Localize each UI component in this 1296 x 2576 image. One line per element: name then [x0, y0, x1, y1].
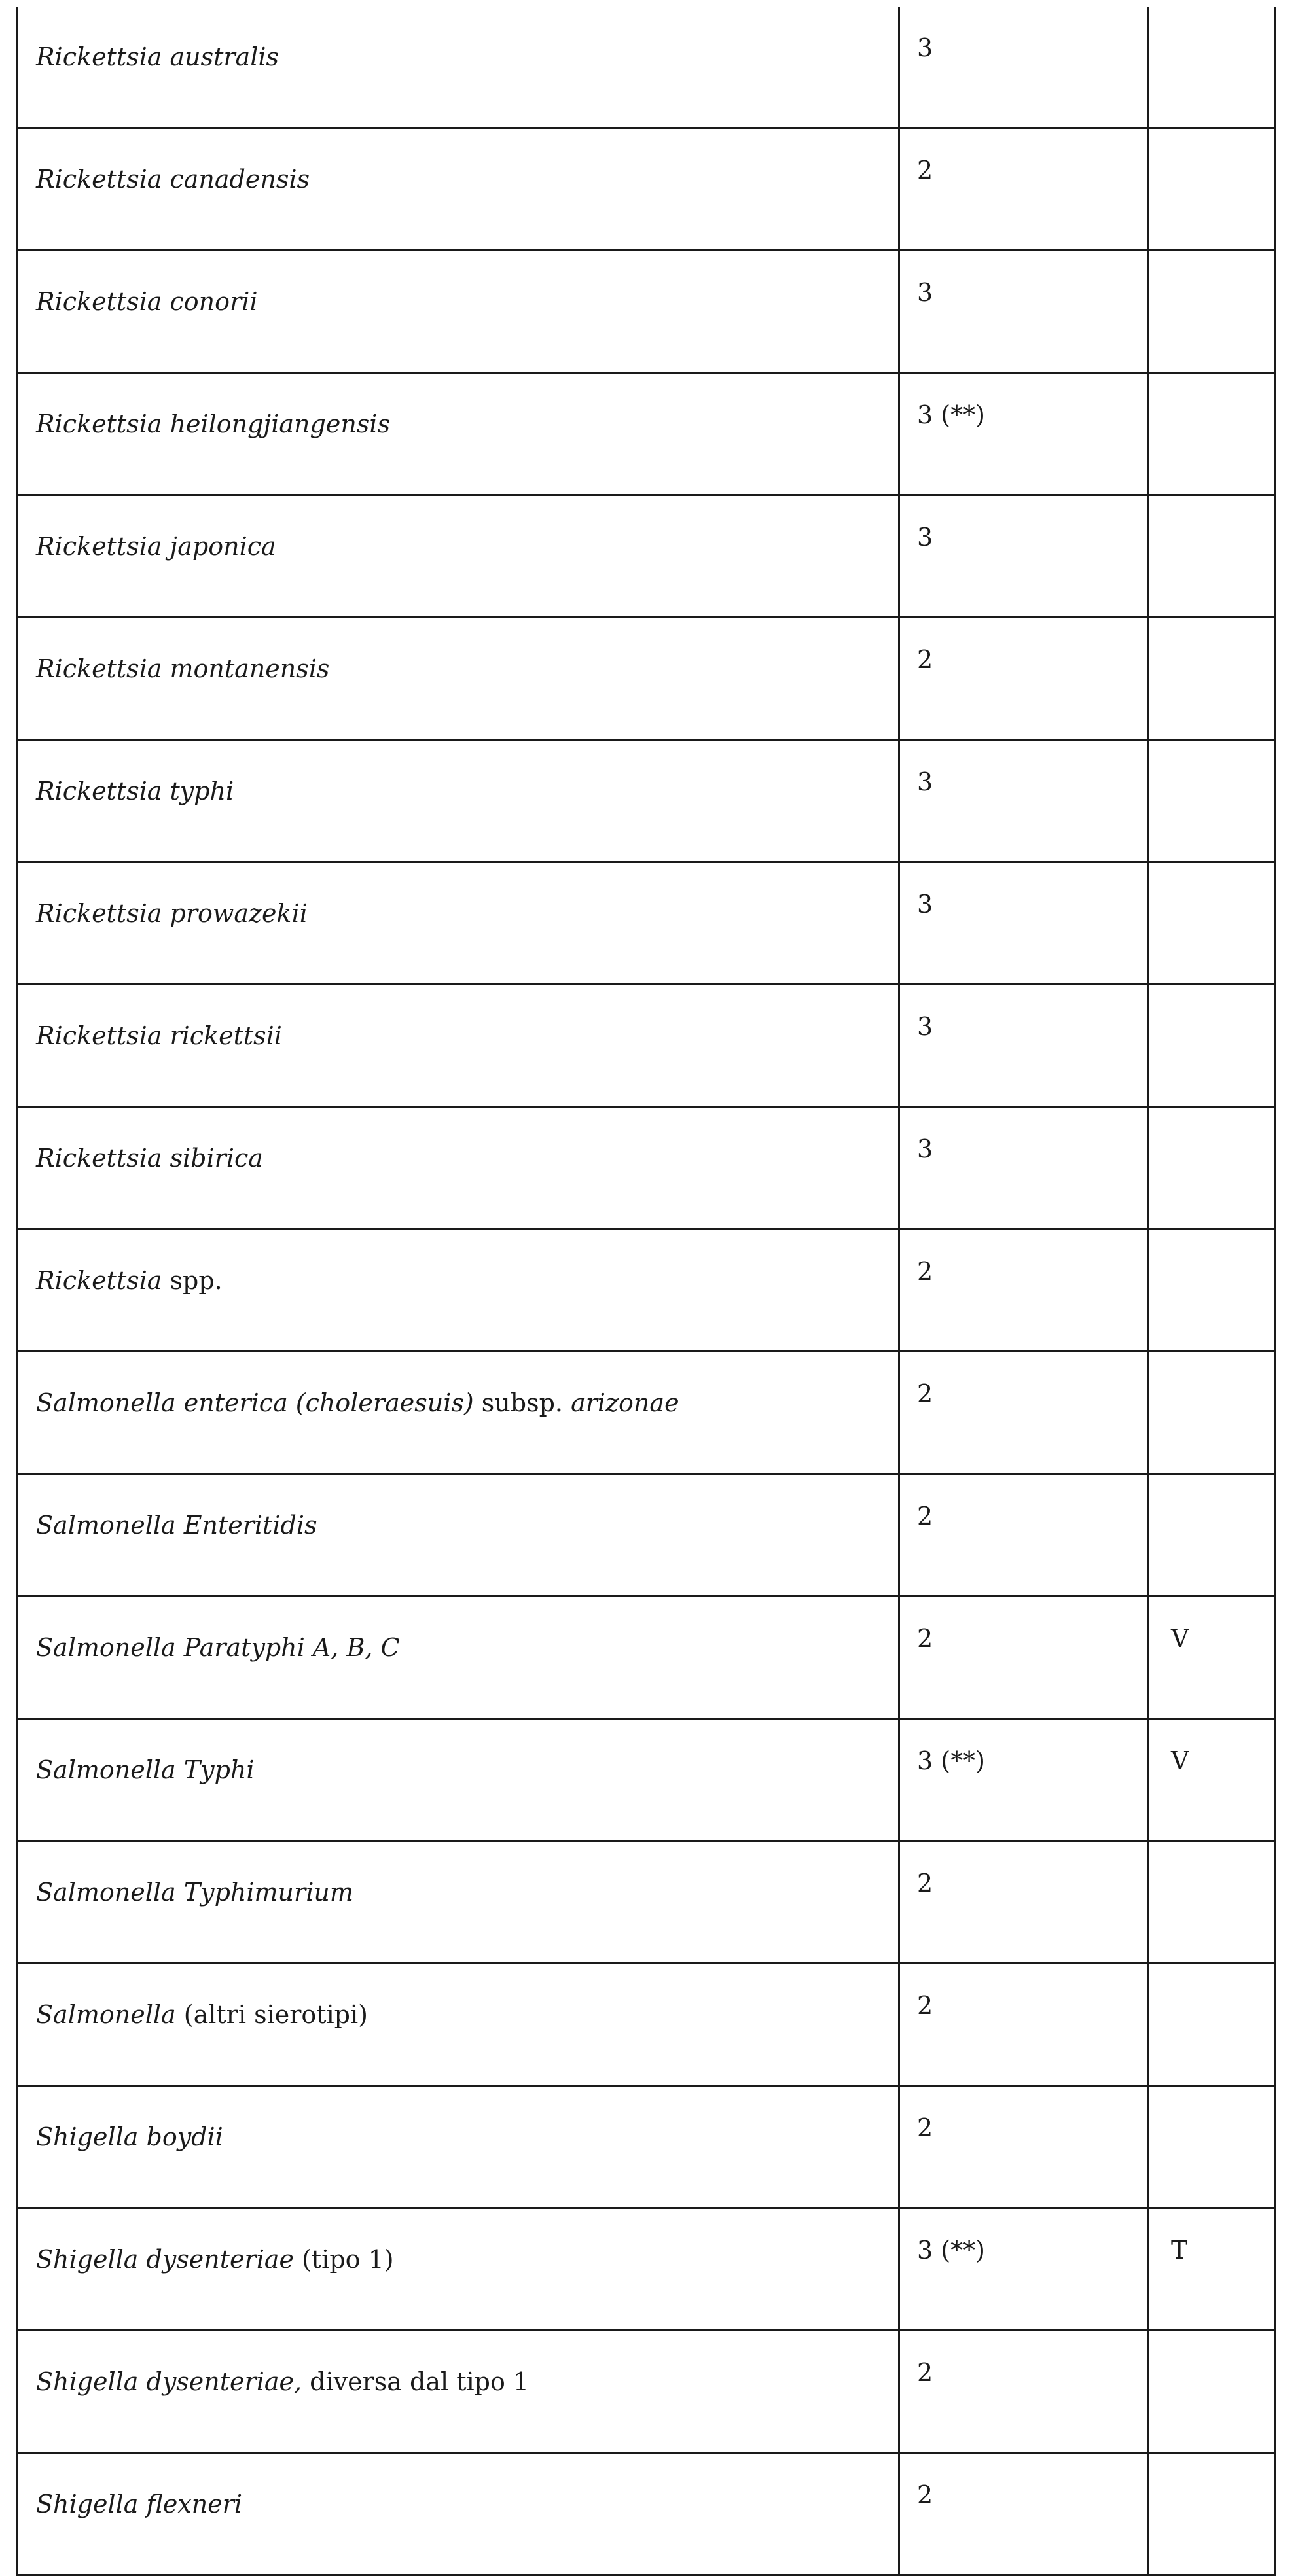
risk-group-value: 3	[917, 278, 933, 307]
note-cell	[1148, 985, 1275, 1107]
agent-name-cell	[17, 618, 899, 740]
agent-name-cell	[17, 495, 899, 618]
note-cell	[1148, 1474, 1275, 1597]
note-cell	[1148, 2208, 1275, 2331]
agent-name-part: diversa dal tipo 1	[302, 2367, 530, 2396]
risk-group-cell	[899, 985, 1148, 1107]
table-row	[17, 2086, 1275, 2208]
note-cell	[1148, 2331, 1275, 2453]
risk-group-cell	[899, 373, 1148, 495]
risk-group-cell	[899, 1719, 1148, 1841]
note-cell	[1148, 1107, 1275, 1229]
agent-name-cell	[17, 1964, 899, 2086]
note-cell	[1148, 1964, 1275, 2086]
agent-name-part: Shigella dysenteriae,	[36, 2367, 302, 2396]
agent-name-cell	[17, 2331, 899, 2453]
agent-name-cell	[17, 251, 899, 373]
agent-name-part: Salmonella Paratyphi A, B, C	[36, 1633, 400, 1662]
table-row	[17, 2208, 1275, 2331]
agent-name-cell	[17, 862, 899, 985]
risk-group-cell	[899, 128, 1148, 251]
note-value: V	[1171, 1746, 1189, 1775]
agent-name-part: Rickettsia conorii	[36, 287, 258, 316]
table-row	[17, 1964, 1275, 2086]
risk-group-cell	[899, 1352, 1148, 1474]
agent-name-cell	[17, 7, 899, 128]
agent-name-part: Shigella dysenteriae	[36, 2245, 294, 2274]
table-row	[17, 740, 1275, 862]
table-row	[17, 1841, 1275, 1964]
agent-name-cell	[17, 128, 899, 251]
table-row	[17, 618, 1275, 740]
agent-name-cell	[17, 1841, 899, 1964]
risk-group-value: 2	[917, 1502, 933, 1530]
risk-group-value: 3	[917, 890, 933, 919]
risk-group-cell	[899, 1964, 1148, 2086]
agent-name-part: Salmonella	[36, 2000, 176, 2029]
note-cell	[1148, 7, 1275, 128]
agent-name-cell	[17, 1229, 899, 1352]
agent-name-part: Rickettsia japonica	[36, 532, 276, 561]
table-row	[17, 2331, 1275, 2453]
risk-group-cell	[899, 495, 1148, 618]
agent-name-cell	[17, 1597, 899, 1719]
agent-name-part: Rickettsia australis	[36, 43, 279, 71]
table-row	[17, 373, 1275, 495]
risk-group-value: 2	[917, 2480, 933, 2509]
table-row	[17, 495, 1275, 618]
table-row	[17, 1107, 1275, 1229]
risk-group-value: 2	[917, 1624, 933, 1653]
table-row	[17, 1474, 1275, 1597]
agent-name-part: Salmonella Enteritidis	[36, 1511, 317, 1540]
note-cell	[1148, 373, 1275, 495]
risk-group-value: 2	[917, 645, 933, 674]
table-row	[17, 1597, 1275, 1719]
table-row	[17, 1352, 1275, 1474]
note-cell	[1148, 1352, 1275, 1474]
agent-name-part: Shigella boydii	[36, 2123, 223, 2151]
agent-name-cell	[17, 1107, 899, 1229]
agent-name-part: subsp.	[473, 1388, 571, 1417]
risk-group-cell	[899, 618, 1148, 740]
agent-name-cell	[17, 2086, 899, 2208]
risk-group-value: 2	[917, 2358, 933, 2387]
risk-group-value: 3	[917, 1135, 933, 1163]
risk-group-cell	[899, 1597, 1148, 1719]
risk-group-value: 3	[917, 1012, 933, 1041]
agent-name-part: Rickettsia canadensis	[36, 165, 310, 194]
agent-name-part: Salmonella Typhi	[36, 1756, 255, 1784]
agent-name-cell	[17, 373, 899, 495]
agent-name-part: Rickettsia rickettsii	[36, 1021, 282, 1050]
risk-group-cell	[899, 1841, 1148, 1964]
note-value: T	[1171, 2236, 1188, 2265]
risk-group-value: 3	[917, 523, 933, 552]
agent-name-part: Salmonella enterica (choleraesuis)	[36, 1388, 474, 1417]
note-cell	[1148, 1229, 1275, 1352]
agent-name-part: arizonae	[571, 1388, 679, 1417]
agent-name-part: Rickettsia prowazekii	[36, 899, 308, 928]
risk-group-value: 3 (**)	[917, 1746, 985, 1775]
note-cell	[1148, 495, 1275, 618]
agent-name-part: (tipo 1)	[294, 2245, 394, 2274]
risk-group-value: 3 (**)	[917, 2236, 985, 2265]
risk-group-value: 2	[917, 1257, 933, 1286]
risk-group-cell	[899, 251, 1148, 373]
note-cell	[1148, 2453, 1275, 2575]
risk-group-value: 3	[917, 768, 933, 796]
table-body	[17, 7, 1275, 2575]
agent-name-part: spp.	[162, 1266, 223, 1295]
note-cell	[1148, 618, 1275, 740]
risk-group-cell	[899, 2086, 1148, 2208]
table-row	[17, 862, 1275, 985]
agent-name-cell	[17, 2453, 899, 2575]
agent-name-part: Shigella flexneri	[36, 2490, 243, 2518]
agent-name-part: Salmonella Typhimurium	[36, 1878, 353, 1907]
agent-name-cell	[17, 740, 899, 862]
table-row	[17, 985, 1275, 1107]
agent-name-part: Rickettsia	[36, 1266, 162, 1295]
risk-group-value: 2	[917, 2113, 933, 2142]
agent-name-cell	[17, 2208, 899, 2331]
table-row	[17, 7, 1275, 128]
risk-group-cell	[899, 7, 1148, 128]
risk-group-cell	[899, 2208, 1148, 2331]
risk-group-value: 2	[917, 1991, 933, 2020]
risk-group-cell	[899, 1229, 1148, 1352]
note-cell	[1148, 1841, 1275, 1964]
risk-group-cell	[899, 740, 1148, 862]
note-cell	[1148, 862, 1275, 985]
note-cell	[1148, 251, 1275, 373]
note-value: V	[1171, 1624, 1189, 1653]
note-cell	[1148, 1719, 1275, 1841]
agent-name-part: (altri sierotipi)	[175, 2000, 368, 2029]
agent-name-cell	[17, 1352, 899, 1474]
risk-group-value: 3 (**)	[917, 400, 985, 429]
biological-agents-table	[16, 7, 1276, 2576]
agent-name-part: Rickettsia montanensis	[36, 654, 330, 683]
risk-group-cell	[899, 1474, 1148, 1597]
risk-group-value: 2	[917, 156, 933, 185]
table-row	[17, 1229, 1275, 1352]
table-row	[17, 2453, 1275, 2575]
agent-name-part: Rickettsia typhi	[36, 777, 234, 805]
note-cell	[1148, 1597, 1275, 1719]
agent-name-cell	[17, 1474, 899, 1597]
risk-group-cell	[899, 2453, 1148, 2575]
risk-group-cell	[899, 2331, 1148, 2453]
note-cell	[1148, 740, 1275, 862]
note-cell	[1148, 128, 1275, 251]
agent-name-part: Rickettsia sibirica	[36, 1144, 263, 1173]
agent-name-part: Rickettsia heilongjiangensis	[36, 410, 390, 438]
table-row	[17, 251, 1275, 373]
risk-group-value: 3	[917, 33, 933, 62]
agent-name-cell	[17, 1719, 899, 1841]
agent-name-cell	[17, 985, 899, 1107]
risk-group-cell	[899, 862, 1148, 985]
risk-group-value: 2	[917, 1379, 933, 1408]
risk-group-cell	[899, 1107, 1148, 1229]
table-row	[17, 128, 1275, 251]
risk-group-value: 2	[917, 1869, 933, 1897]
table-row	[17, 1719, 1275, 1841]
note-cell	[1148, 2086, 1275, 2208]
